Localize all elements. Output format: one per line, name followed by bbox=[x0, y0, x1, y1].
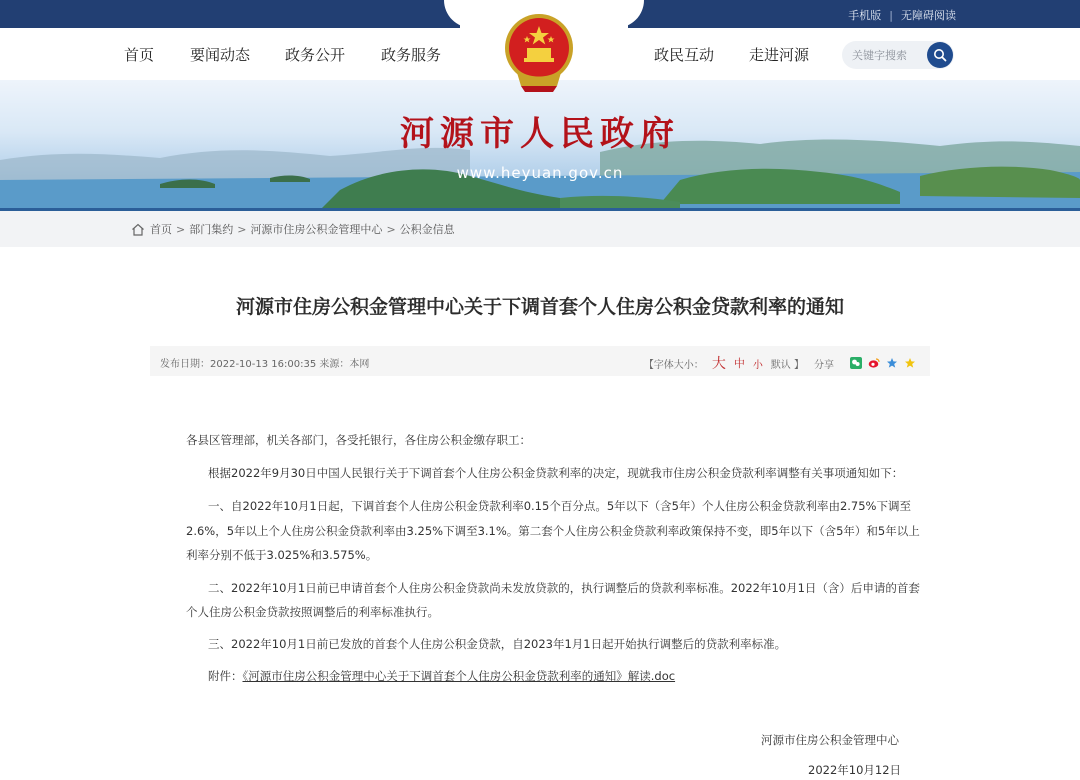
attachment-label: 附件： bbox=[208, 669, 243, 683]
share-label: 分享 bbox=[814, 359, 834, 371]
national-emblem-icon bbox=[497, 10, 581, 94]
breadcrumb-bar bbox=[0, 211, 1080, 247]
intro-paragraph: 根据2022年9月30日中国人民银行关于下调首套个人住房公积金贷款利率的决定，现就我市住房公积金贷款利率调整有关事项通知如下： bbox=[208, 466, 904, 480]
attachment-row bbox=[208, 668, 675, 684]
breadcrumb-separator: > bbox=[176, 222, 186, 236]
publish-info: 发布日期：2022-10-13 16:00:35 来源：本网 bbox=[160, 359, 370, 370]
nav-item-public-affairs[interactable]: 政务公开 bbox=[285, 46, 346, 64]
item2-line1: 二、2022年10月1日前已申请首套个人住房公积金贷款尚未发放贷款的，执行调整后的贷款利率标准。2022年10月1日（含）后申请的首套 bbox=[208, 581, 920, 595]
item1-line1: 一、自2022年10月1日起，下调首套个人住房公积金贷款利率0.15个百分点。5年以下（含5年）个人住房公积金贷款利率由2.75%下调至 bbox=[208, 499, 911, 513]
search-icon bbox=[933, 48, 947, 62]
nav-item-interaction[interactable]: 政民互动 bbox=[654, 46, 715, 64]
attachment-link[interactable]: 《河源市住房公积金管理中心关于下调首套个人住房公积金贷款利率的通知》解读.doc bbox=[242, 669, 676, 683]
search-input[interactable] bbox=[852, 47, 922, 63]
font-size-medium-button[interactable]: 中 bbox=[733, 357, 745, 370]
home-icon bbox=[131, 223, 145, 236]
signature-date: 2022年10月12日 bbox=[808, 763, 902, 777]
article-title: 河源市住房公积金管理中心关于下调首套个人住房公积金贷款利率的通知 bbox=[235, 296, 844, 318]
breadcrumb-departments[interactable]: 部门集约 bbox=[189, 223, 234, 236]
breadcrumb-separator: > bbox=[237, 222, 247, 236]
font-size-large-button[interactable]: 大 bbox=[711, 356, 726, 372]
utility-separator: | bbox=[889, 9, 893, 22]
nav-item-services[interactable]: 政务服务 bbox=[381, 46, 442, 64]
search-box bbox=[842, 41, 954, 69]
banner-title: 河源市人民政府 bbox=[400, 114, 680, 154]
breadcrumb-fund-info[interactable]: 公积金信息 bbox=[399, 223, 455, 236]
search-button[interactable] bbox=[927, 42, 953, 68]
mobile-version-link[interactable]: 手机版 bbox=[848, 9, 882, 22]
site-banner bbox=[0, 80, 1080, 210]
breadcrumb-home[interactable]: 首页 bbox=[150, 223, 172, 236]
greeting-paragraph: 各县区管理部，机关各部门，各受托银行，各住房公积金缴存职工： bbox=[186, 433, 531, 447]
nav-item-about-heyuan[interactable]: 走进河源 bbox=[749, 46, 810, 64]
article-meta-bar bbox=[150, 346, 930, 376]
font-size-label: 【字体大小： bbox=[643, 359, 704, 371]
wechat-share-icon[interactable] bbox=[850, 357, 862, 369]
nav-item-news[interactable]: 要闻动态 bbox=[190, 46, 251, 64]
item2-line2: 个人住房公积金贷款按照调整后的利率标准执行。 bbox=[186, 605, 439, 619]
item3-paragraph: 三、2022年10月1日前已发放的首套个人住房公积金贷款，自2023年1月1日起开始执行调整后的贷款利率标准。 bbox=[208, 637, 787, 651]
font-size-default-button[interactable]: 默认 】 bbox=[770, 359, 804, 371]
banner-url: www.heyuan.gov.cn bbox=[456, 164, 624, 182]
item1-line2: 2.6%，5年以上个人住房公积金贷款利率由3.25%下调至3.1%。第二套个人住房公积金贷款利率政策保持不变，即5年以下（含5年）和5年以上 bbox=[186, 524, 920, 538]
signature-org: 河源市住房公积金管理中心 bbox=[761, 733, 899, 747]
article-tools bbox=[644, 353, 916, 373]
nav-item-home[interactable]: 首页 bbox=[124, 46, 155, 64]
item1-line3: 利率分别不低于3.025%和3.575%。 bbox=[186, 548, 378, 562]
breadcrumb-separator: > bbox=[386, 222, 396, 236]
utility-links bbox=[848, 7, 956, 23]
accessible-reading-link[interactable]: 无障碍阅读 bbox=[901, 9, 956, 22]
favorite-share-icon[interactable] bbox=[904, 357, 916, 369]
breadcrumb-fund-center[interactable]: 河源市住房公积金管理中心 bbox=[250, 223, 383, 236]
qzone-share-icon[interactable] bbox=[886, 357, 898, 369]
breadcrumb bbox=[131, 221, 455, 237]
font-size-small-button[interactable]: 小 bbox=[752, 359, 763, 371]
weibo-share-icon[interactable] bbox=[868, 357, 880, 369]
